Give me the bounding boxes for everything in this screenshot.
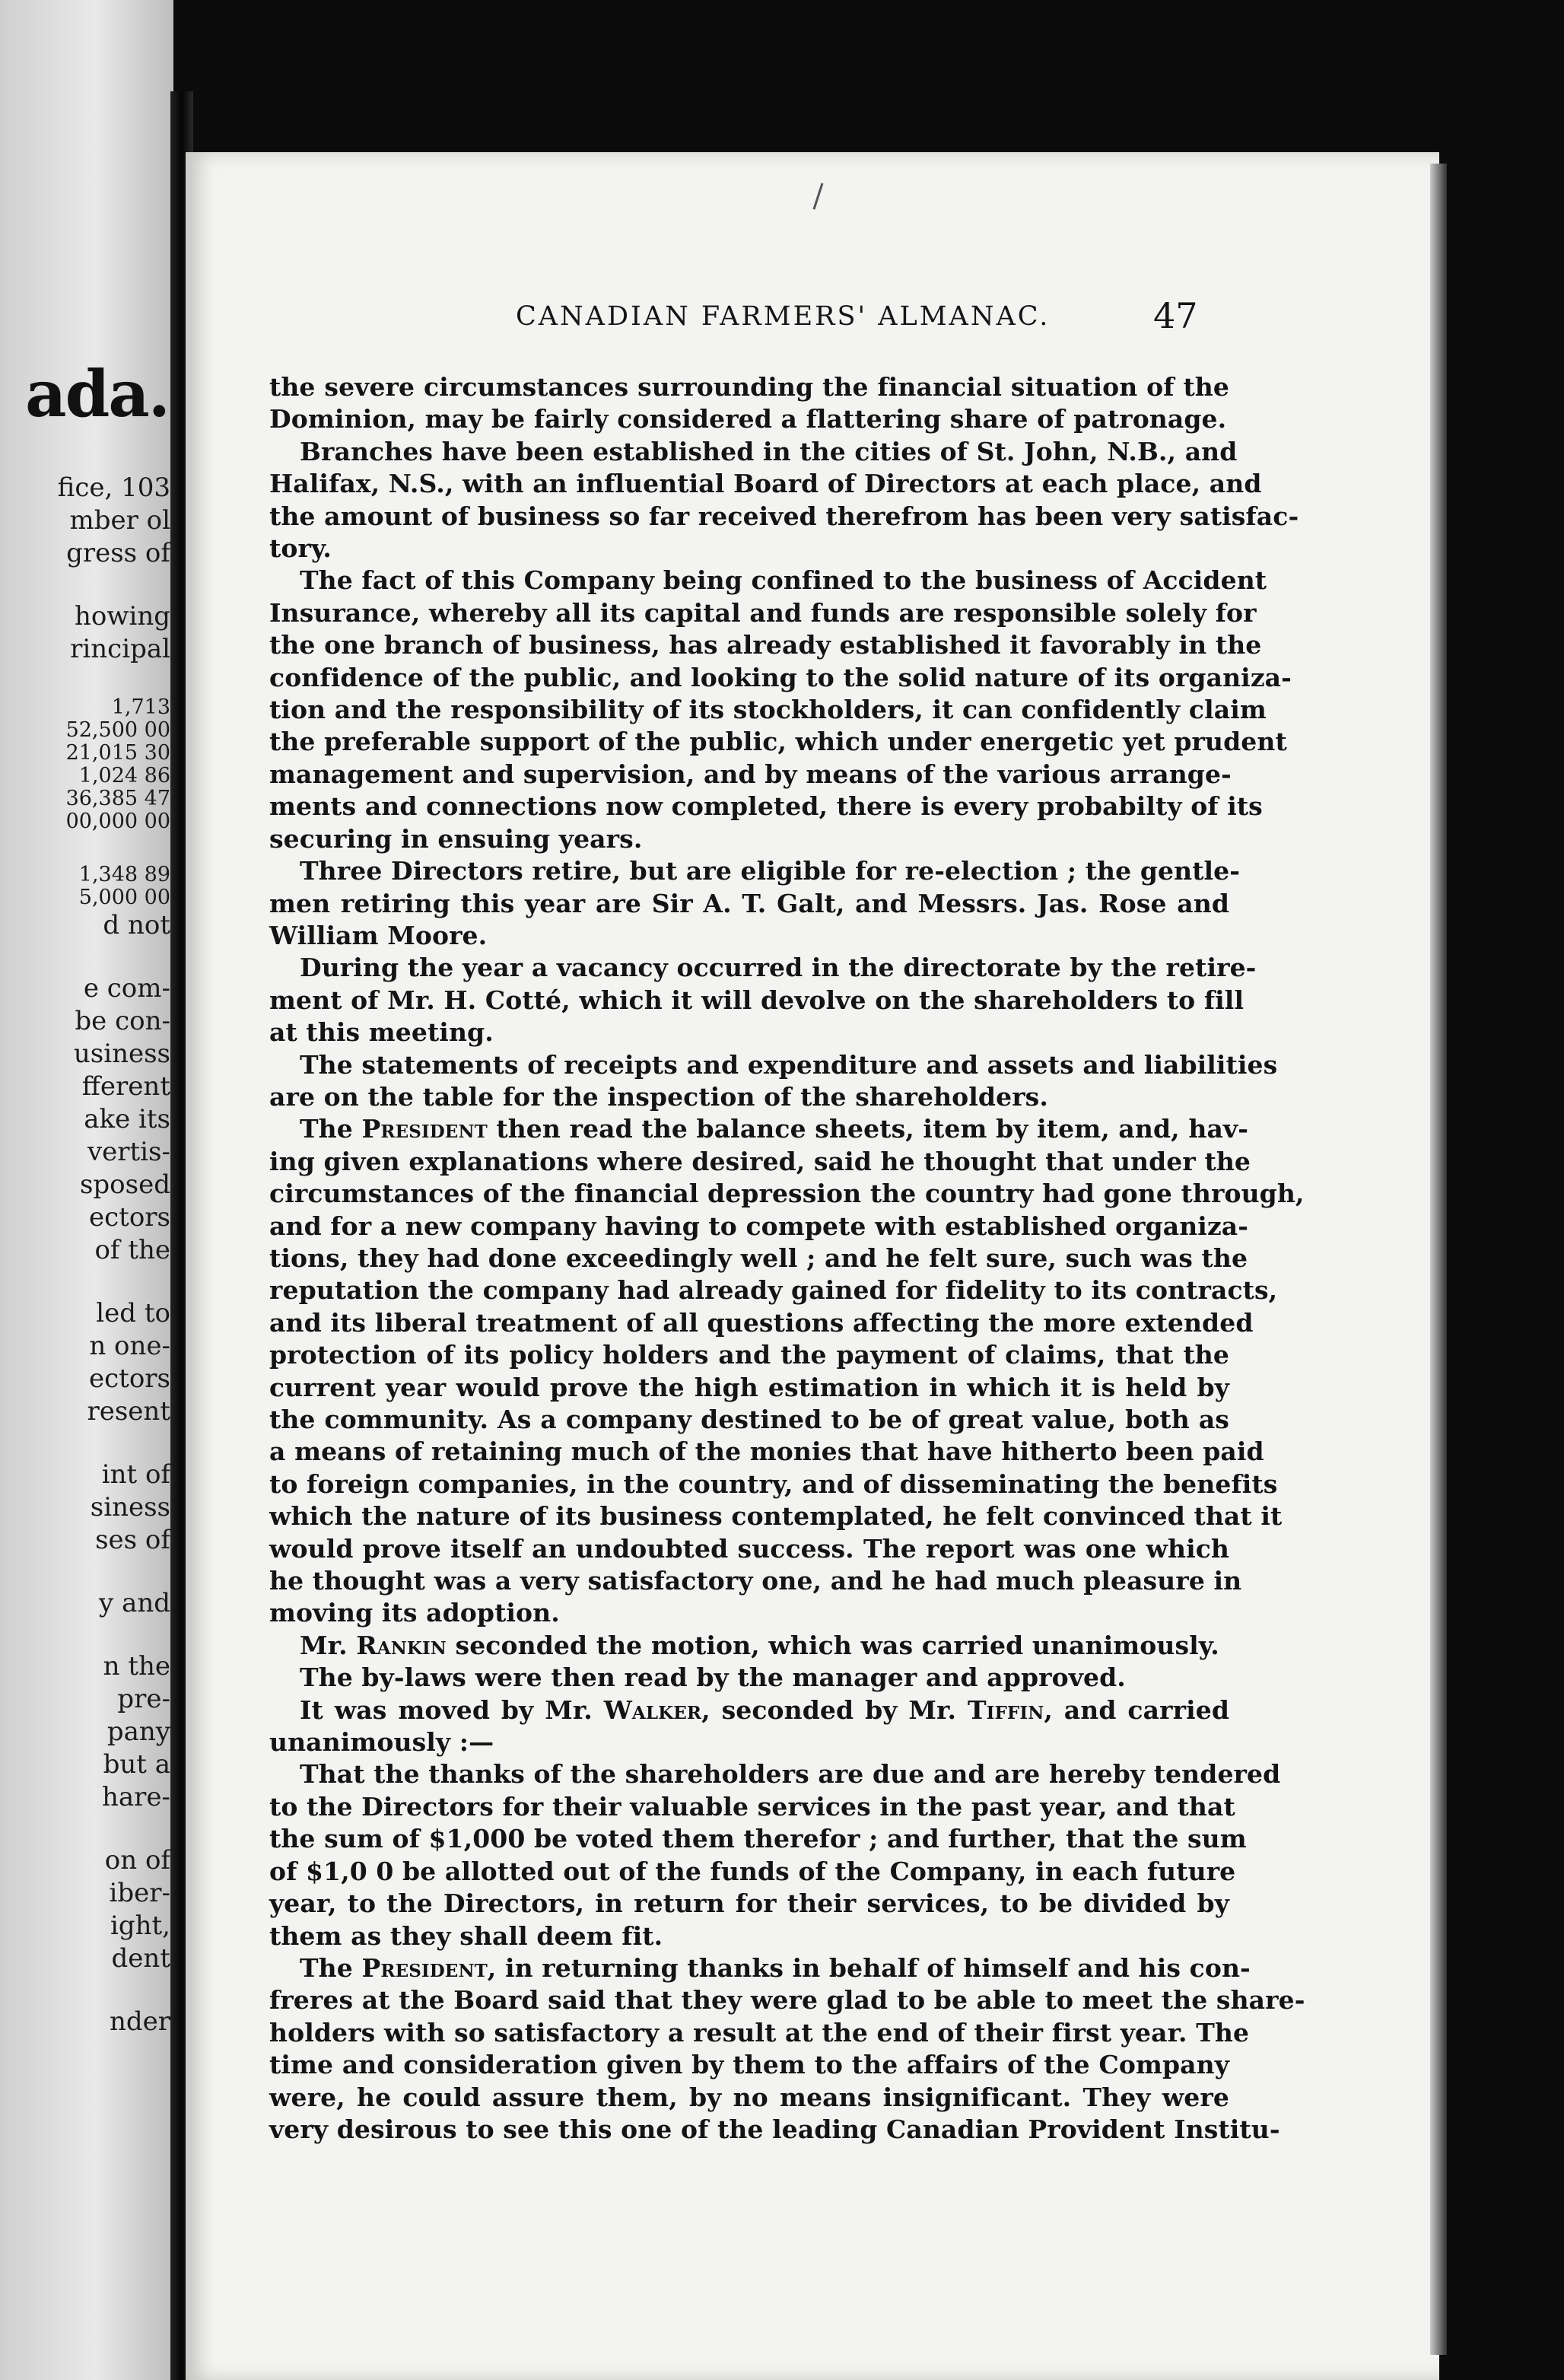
text-line: men retiring this year are Sir A. T. Galt, and Messrs. Jas. Rose and (269, 888, 1229, 918)
adjacent-page-line: 1,024 86 (78, 764, 170, 788)
line-gap (58, 1975, 170, 2006)
text-line: tion and the responsibility of its stockholders, it can confidently claim (269, 695, 1267, 725)
text-line: ing given explanations where desired, said he thought that under the (269, 1146, 1251, 1176)
adjacent-page-line: 5,000 00 (78, 886, 170, 909)
adjacent-page-line: ake its (84, 1104, 170, 1134)
text-line: were, he could assure them, by no means insignificant. They were (269, 2082, 1229, 2112)
line-gap (58, 1557, 170, 1587)
text-line: ment of Mr. H. Cotté, which it will devolve on the shareholders to fill (269, 985, 1245, 1015)
adjacent-page-line: usiness (73, 1039, 170, 1069)
text-line: The fact of this Company being confined to the business of Accident (300, 565, 1267, 596)
adjacent-page-left (0, 0, 173, 2380)
text-line: very desirous to see this one of the leading Canadian Provident Institu- (269, 2114, 1280, 2144)
text-line: he thought was a very satisfactory one, and he had much pleasure in (269, 1566, 1242, 1596)
adjacent-page-line: gress of (66, 538, 170, 568)
adjacent-page-text (58, 472, 170, 2038)
running-head: CANADIAN FARMERS' ALMANAC. (516, 301, 1051, 332)
page-body-text (269, 371, 1305, 2146)
text-line: of $1,0 0 be allotted out of the funds of the Company, in each future (269, 1856, 1236, 1886)
text-line: at this meeting. (269, 1017, 494, 1048)
text-line: to foreign companies, in the country, and of disseminating the benefits (269, 1468, 1278, 1499)
text-line: which the nature of its business contemplated, he felt convinced that it (269, 1501, 1283, 1532)
adjacent-page-line: siness (90, 1492, 170, 1522)
text-line: The President then read the balance sheets, item by item, and, hav- (300, 1114, 1248, 1144)
adjacent-page-line: 00,000 00 (65, 810, 170, 833)
text-line: The President, in returning thanks in behalf of himself and his con- (300, 1952, 1251, 1983)
adjacent-page-line: pany (106, 1717, 170, 1747)
adjacent-page-line: 52,500 00 (65, 718, 170, 742)
adjacent-page-line: ight, (110, 1911, 170, 1941)
line-gap (58, 1267, 170, 1297)
adjacent-page-line: fice, 103 (57, 473, 170, 503)
adjacent-page-line: iber- (109, 1878, 170, 1908)
book-page (186, 152, 1439, 2380)
line-gap (58, 1814, 170, 1844)
line-gap (58, 1620, 170, 1650)
adjacent-page-line: dent (111, 1943, 170, 1974)
text-line: reputation the company had already gained for fidelity to its contracts, (269, 1275, 1278, 1306)
text-line: ments and connections now completed, there is every probabilty of its (269, 791, 1263, 822)
adjacent-page-line: y and (99, 1588, 170, 1618)
adjacent-page-line: e com- (83, 973, 170, 1004)
text-line: the preferable support of the public, which under energetic yet prudent (269, 727, 1287, 757)
text-line: moving its adoption. (269, 1598, 560, 1628)
text-line: would prove itself an undoubted success. The report was one which (269, 1533, 1229, 1564)
adjacent-page-line: on of (104, 1845, 170, 1876)
adjacent-page-line: mber ol (69, 505, 170, 536)
text-line: the amount of business so far received therefrom has been very satisfac- (269, 501, 1299, 531)
adjacent-page-line: be con- (75, 1006, 170, 1036)
pencil-mark (813, 183, 824, 209)
text-line: a means of retaining much of the monies that have hitherto been paid (269, 1437, 1264, 1467)
adjacent-page-title-fragment: ada. (25, 356, 169, 431)
page-edge (1430, 164, 1447, 2355)
text-line: William Moore. (269, 920, 488, 950)
text-line: circumstances of the financial depression the country had gone through, (269, 1179, 1305, 1209)
adjacent-page-line: 36,385 47 (65, 787, 170, 810)
adjacent-page-line: nder (109, 2006, 170, 2037)
text-line: the severe circumstances surrounding the financial situation of the (269, 372, 1229, 402)
adjacent-page-line: resent (87, 1396, 170, 1427)
text-line: current year would prove the high estimation in which it is held by (269, 1372, 1229, 1402)
adjacent-page-line: sposed (79, 1169, 170, 1200)
adjacent-page-line: led to (96, 1298, 170, 1328)
text-line: Dominion, may be fairly considered a flattering share of patronage. (269, 404, 1227, 434)
text-line: and its liberal treatment of all questions affecting the more extended (269, 1307, 1254, 1338)
adjacent-page-line: ectors (89, 1363, 170, 1394)
line-gap (58, 666, 170, 696)
text-line: tions, they had done exceedingly well ; and he felt sure, such was the (269, 1242, 1248, 1273)
text-line: Insurance, whereby all its capital and funds are responsible solely for (269, 597, 1257, 628)
adjacent-page-line: howing (74, 601, 170, 632)
text-line: time and consideration given by them to the affairs of the Company (269, 2050, 1229, 2080)
text-line: tory. (269, 533, 332, 564)
text-line: That the thanks of the shareholders are due and are hereby tendered (300, 1759, 1281, 1790)
adjacent-page-line: fferent (81, 1071, 170, 1102)
text-line: them as they shall deem fit. (269, 1920, 663, 1951)
text-line: During the year a vacancy occurred in the directorate by the retire- (300, 953, 1257, 983)
text-line: year, to the Directors, in return for their services, to be divided by (269, 1888, 1229, 1919)
page-header (186, 295, 1439, 347)
adjacent-page-line: pre- (117, 1684, 170, 1714)
text-line: The by-laws were then read by the manager and approved. (300, 1662, 1126, 1693)
text-line: Branches have been established in the cities of St. John, N.B., and (300, 436, 1238, 466)
adjacent-page-line: 1,713 (111, 695, 170, 719)
text-line: to the Directors for their valuable services in the past year, and that (269, 1791, 1235, 1822)
adjacent-page-line: vertis- (87, 1137, 170, 1167)
adjacent-page-line: but a (103, 1749, 170, 1780)
text-line: freres at the Board said that they were glad to be able to meet the share- (269, 1985, 1305, 2016)
text-line: and for a new company having to compete with established organiza- (269, 1211, 1249, 1241)
page-number: 47 (1153, 295, 1198, 336)
adjacent-page-line: n one- (89, 1331, 170, 1361)
text-line: Mr. Rankin seconded the motion, which was carried unanimously. (300, 1630, 1219, 1660)
line-gap (58, 570, 170, 600)
text-line: protection of its policy holders and the payment of claims, that the (269, 1340, 1229, 1370)
text-line: are on the table for the inspection of the shareholders. (269, 1081, 1048, 1112)
line-gap (58, 833, 170, 864)
adjacent-page-line: d not (103, 910, 170, 940)
adjacent-page-line: rincipal (70, 634, 170, 664)
text-line: the community. As a company destined to be of great value, both as (269, 1405, 1229, 1434)
adjacent-page-line: ses of (95, 1525, 170, 1555)
text-line: Halifax, N.S., with an influential Board of Directors at each place, and (269, 469, 1262, 499)
text-line: the sum of $1,000 be voted them therefor ; and further, that the sum (269, 1824, 1247, 1854)
text-line: management and supervision, and by means of the various arrange- (269, 759, 1232, 789)
adjacent-page-line: of the (94, 1235, 170, 1265)
adjacent-page-line: hare- (101, 1782, 170, 1812)
line-gap (58, 1428, 170, 1459)
text-line: unanimously :— (269, 1727, 494, 1758)
text-line: It was moved by Mr. Walker, seconded by Mr. Tiffin, and carried (300, 1694, 1229, 1725)
adjacent-page-line: 21,015 30 (65, 741, 170, 765)
adjacent-page-line: ectors (89, 1202, 170, 1233)
line-gap (58, 942, 170, 972)
text-line: holders with so satisfactory a result at the end of their first year. The (269, 2017, 1250, 2048)
adjacent-page-line: n the (103, 1651, 170, 1682)
text-line: The statements of receipts and expenditure and assets and liabilities (300, 1049, 1278, 1080)
text-line: the one branch of business, has already established it favorably in the (269, 630, 1262, 660)
text-line: Three Directors retire, but are eligible for re-election ; the gentle- (300, 856, 1241, 886)
adjacent-page-line: 1,348 89 (78, 863, 170, 886)
text-line: confidence of the public, and looking to the solid nature of its organiza- (269, 662, 1292, 692)
text-line: securing in ensuing years. (269, 823, 643, 854)
adjacent-page-line: int of (101, 1459, 170, 1490)
